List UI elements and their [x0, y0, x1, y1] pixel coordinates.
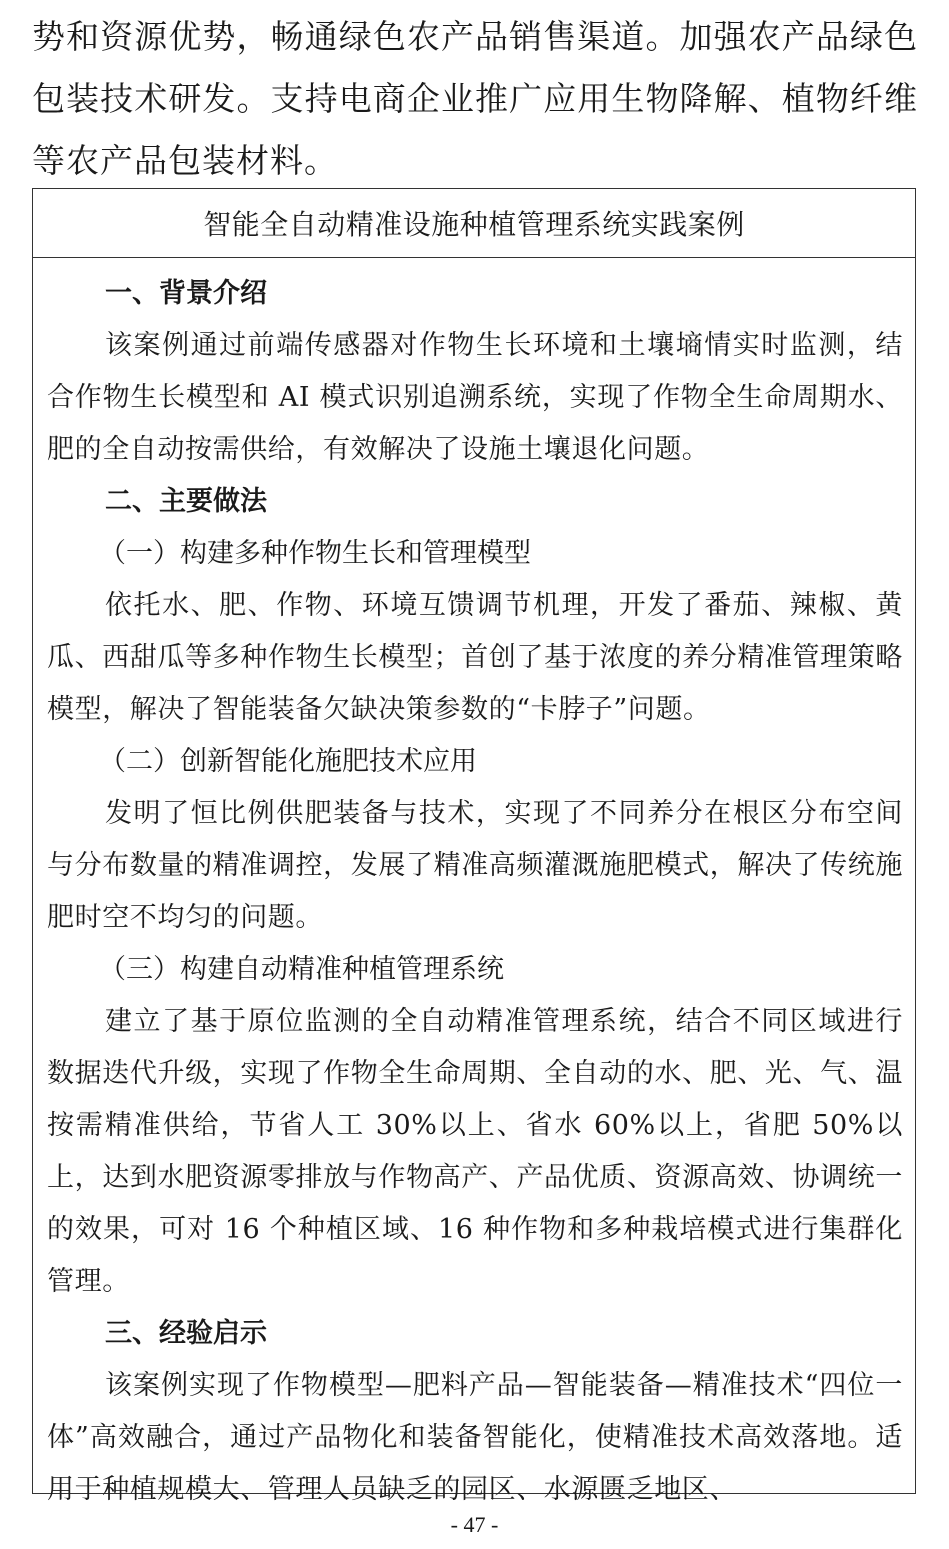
method3-paragraph: 建立了基于原位监测的全自动精准管理系统，结合不同区域进行数据迭代升级，实现了作物全生命周期、全自动的水、肥、光、气、温按需精准供给，节省人工 30%以上、省水 60%以上，省肥 50%以上，达到水肥资源零排放与作物高产、产品优质、资源高效、协调统一的效果，可对 16 个种植区域、16 种作物和多种栽培模式进行集群化管理。 [47, 1006, 903, 1297]
background-paragraph: 该案例通过前端传感器对作物生长环境和土壤墒情实时监测，结合作物生长模型和 AI 模式识别追溯系统，实现了作物全生命周期水、肥的全自动按需供给，有效解决了设施土壤退化问题。 [47, 330, 903, 465]
page-number: - 47 - [450, 1512, 499, 1537]
lessons-heading: 三、经验启示 [105, 1318, 267, 1349]
method2-paragraph: 发明了恒比例供肥装备与技术，实现了不同养分在根区分布空间与分布数量的精准调控，发展了精准高频灌溉施肥模式，解决了传统施肥时空不均匀的问题。 [47, 798, 903, 933]
case-body [33, 258, 915, 1516]
method2-title: （二）创新智能化施肥技术应用 [99, 746, 477, 777]
method1-paragraph: 依托水、肥、作物、环境互馈调节机理，开发了番茄、辣椒、黄瓜、西甜瓜等多种作物生长模型；首创了基于浓度的养分精准管理策略模型，解决了智能装备欠缺决策参数的“卡脖子”问题。 [47, 590, 903, 725]
methods-heading: 二、主要做法 [105, 486, 267, 517]
method3-title: （三）构建自动精准种植管理系统 [99, 954, 504, 985]
case-box [32, 188, 916, 1505]
intro-block [32, 0, 918, 192]
case-title: 智能全自动精准设施种植管理系统实践案例 [33, 189, 915, 258]
intro-paragraph: 势和资源优势，畅通绿色农产品销售渠道。加强农产品绿色包装技术研发。支持电商企业推广应用生物降解、植物纤维等农产品包装材料。 [32, 17, 918, 180]
lessons-paragraph: 该案例实现了作物模型—肥料产品—智能装备—精准技术“四位一体”高效融合，通过产品物化和装备智能化，使精准技术高效落地。适用于种植规模大、管理人员缺乏的园区、水源匮乏地区、 [47, 1370, 903, 1505]
background-heading: 一、背景介绍 [105, 278, 267, 309]
method1-title: （一）构建多种作物生长和管理模型 [99, 538, 531, 569]
